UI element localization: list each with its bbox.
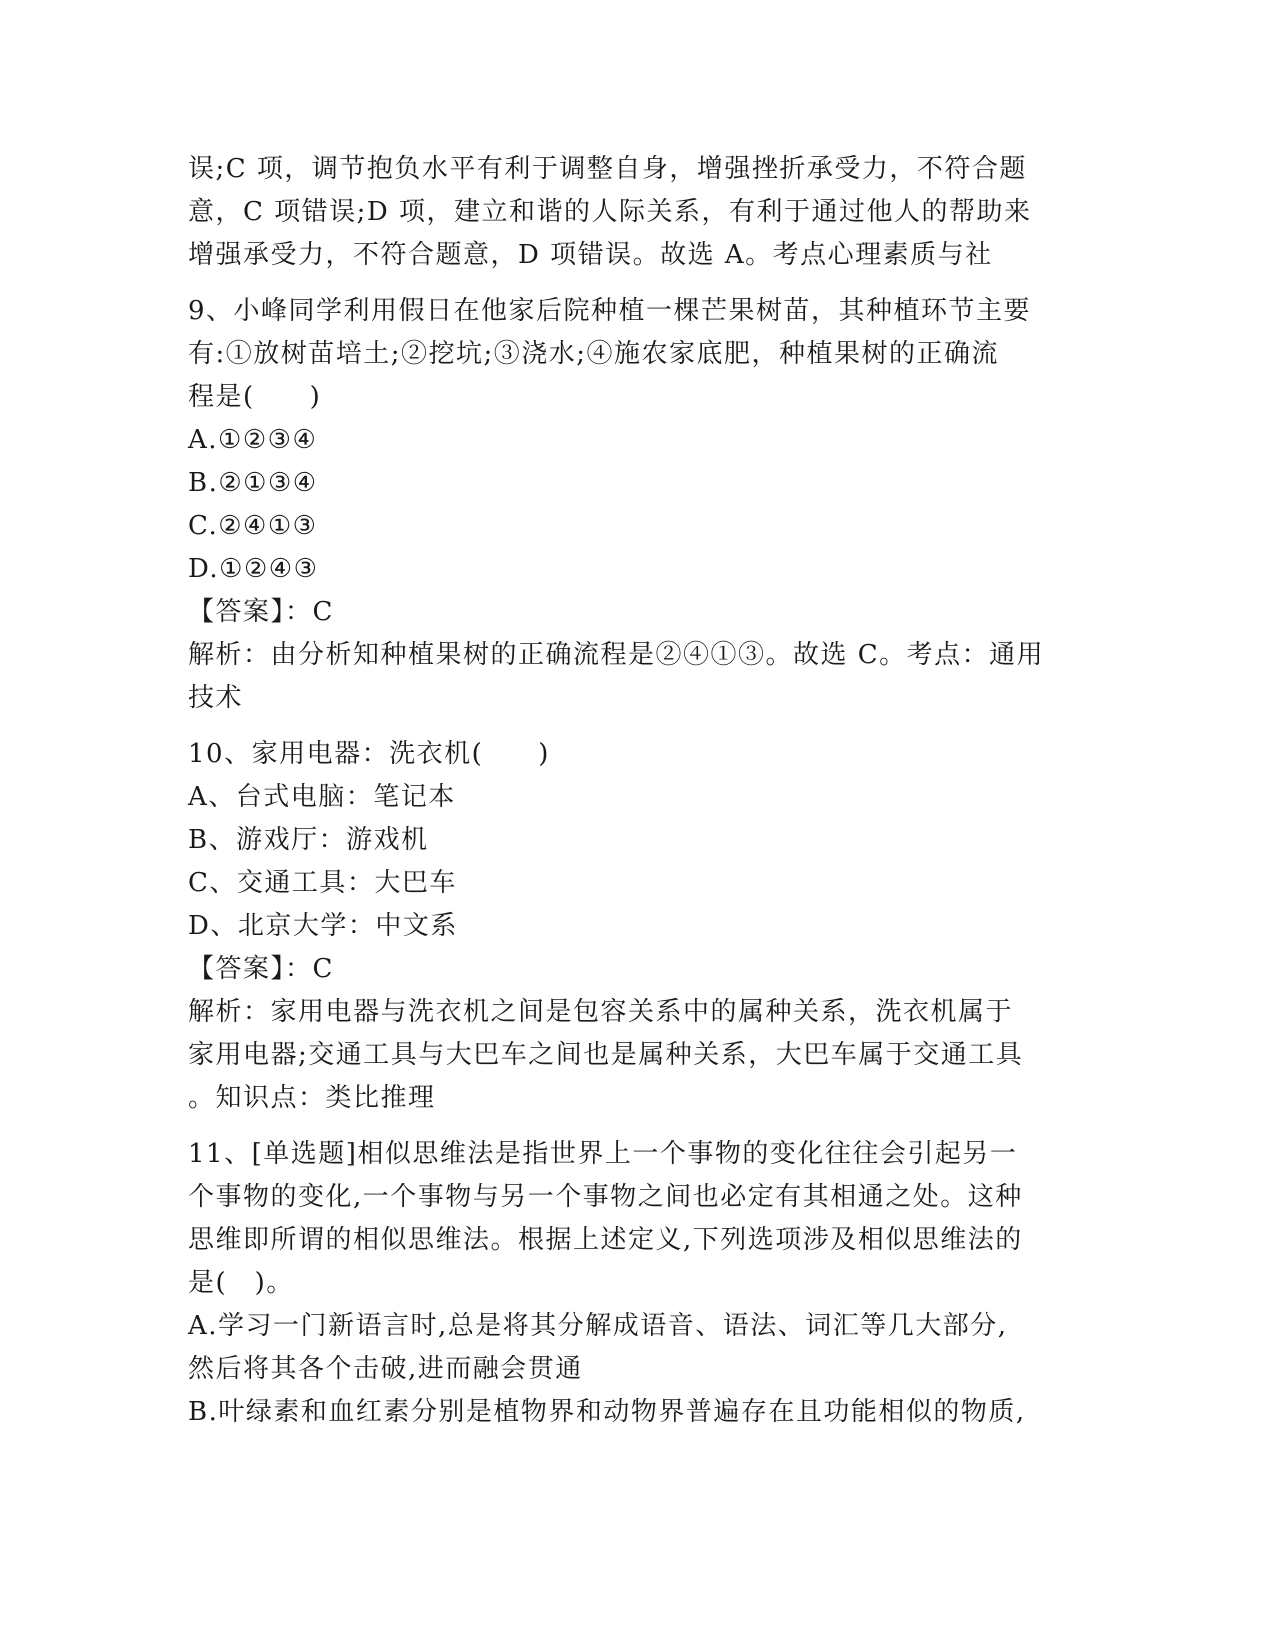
analysis-text: 解析：由分析知种植果树的正确流程是②④①③。故选 C。考点：通用 xyxy=(188,640,1045,670)
question-11 xyxy=(188,1133,1088,1434)
option-a: A.①②③④ xyxy=(188,425,318,455)
text-line: 增强承受力，不符合题意，D 项错误。故选 A。考点心理素质与社 xyxy=(188,240,993,270)
analysis-text: 解析：家用电器与洗衣机之间是包容关系中的属种关系，洗衣机属于 xyxy=(188,997,1014,1027)
option-b: B、游戏厅：游戏机 xyxy=(188,825,429,855)
previous-analysis-continuation xyxy=(188,148,1088,277)
question-stem: 程是( ) xyxy=(188,382,322,412)
text-line: 误;C 项，调节抱负水平有利于调整自身，增强挫折承受力，不符合题 xyxy=(188,154,1027,184)
answer-label: 【答案】：C xyxy=(188,954,334,984)
option-c: C、交通工具：大巴车 xyxy=(188,868,457,898)
question-stem: 有:①放树苗培土;②挖坑;③浇水;④施农家底肥，种植果树的正确流 xyxy=(188,339,1000,369)
option-d: D.①②④③ xyxy=(188,554,319,584)
option-a: A.学习一门新语言时,总是将其分解成语音、语法、词汇等几大部分, xyxy=(188,1311,1008,1341)
question-10 xyxy=(188,733,1088,1120)
option-a-continued: 然后将其各个击破,进而融会贯通 xyxy=(188,1354,583,1384)
option-c: C.②④①③ xyxy=(188,511,318,541)
question-stem: 个事物的变化,一个事物与另一个事物之间也必定有其相通之处。这种 xyxy=(188,1182,1023,1212)
question-stem: 10、家用电器：洗衣机( ) xyxy=(188,739,550,769)
question-stem: 思维即所谓的相似思维法。根据上述定义,下列选项涉及相似思维法的 xyxy=(188,1225,1023,1255)
question-stem: 9、小峰同学利用假日在他家后院种植一棵芒果树苗，其种植环节主要 xyxy=(188,296,1032,326)
question-9 xyxy=(188,290,1088,720)
analysis-text: 家用电器;交通工具与大巴车之间也是属种关系，大巴车属于交通工具 xyxy=(188,1040,1024,1070)
option-d: D、北京大学：中文系 xyxy=(188,911,458,941)
analysis-text: 。知识点：类比推理 xyxy=(188,1083,436,1113)
document-page xyxy=(188,148,1088,1434)
question-stem: 是( )。 xyxy=(188,1268,294,1298)
option-a: A、台式电脑：笔记本 xyxy=(188,782,456,812)
text-line: 意，C 项错误;D 项，建立和谐的人际关系，有利于通过他人的帮助来 xyxy=(188,197,1032,227)
question-stem: 11、[单选题]相似思维法是指世界上一个事物的变化往往会引起另一 xyxy=(188,1139,1018,1169)
answer-label: 【答案】：C xyxy=(188,597,334,627)
option-b: B.叶绿素和血红素分别是植物界和动物界普遍存在且功能相似的物质, xyxy=(188,1397,1026,1427)
analysis-text: 技术 xyxy=(188,683,244,713)
option-b: B.②①③④ xyxy=(188,468,318,498)
